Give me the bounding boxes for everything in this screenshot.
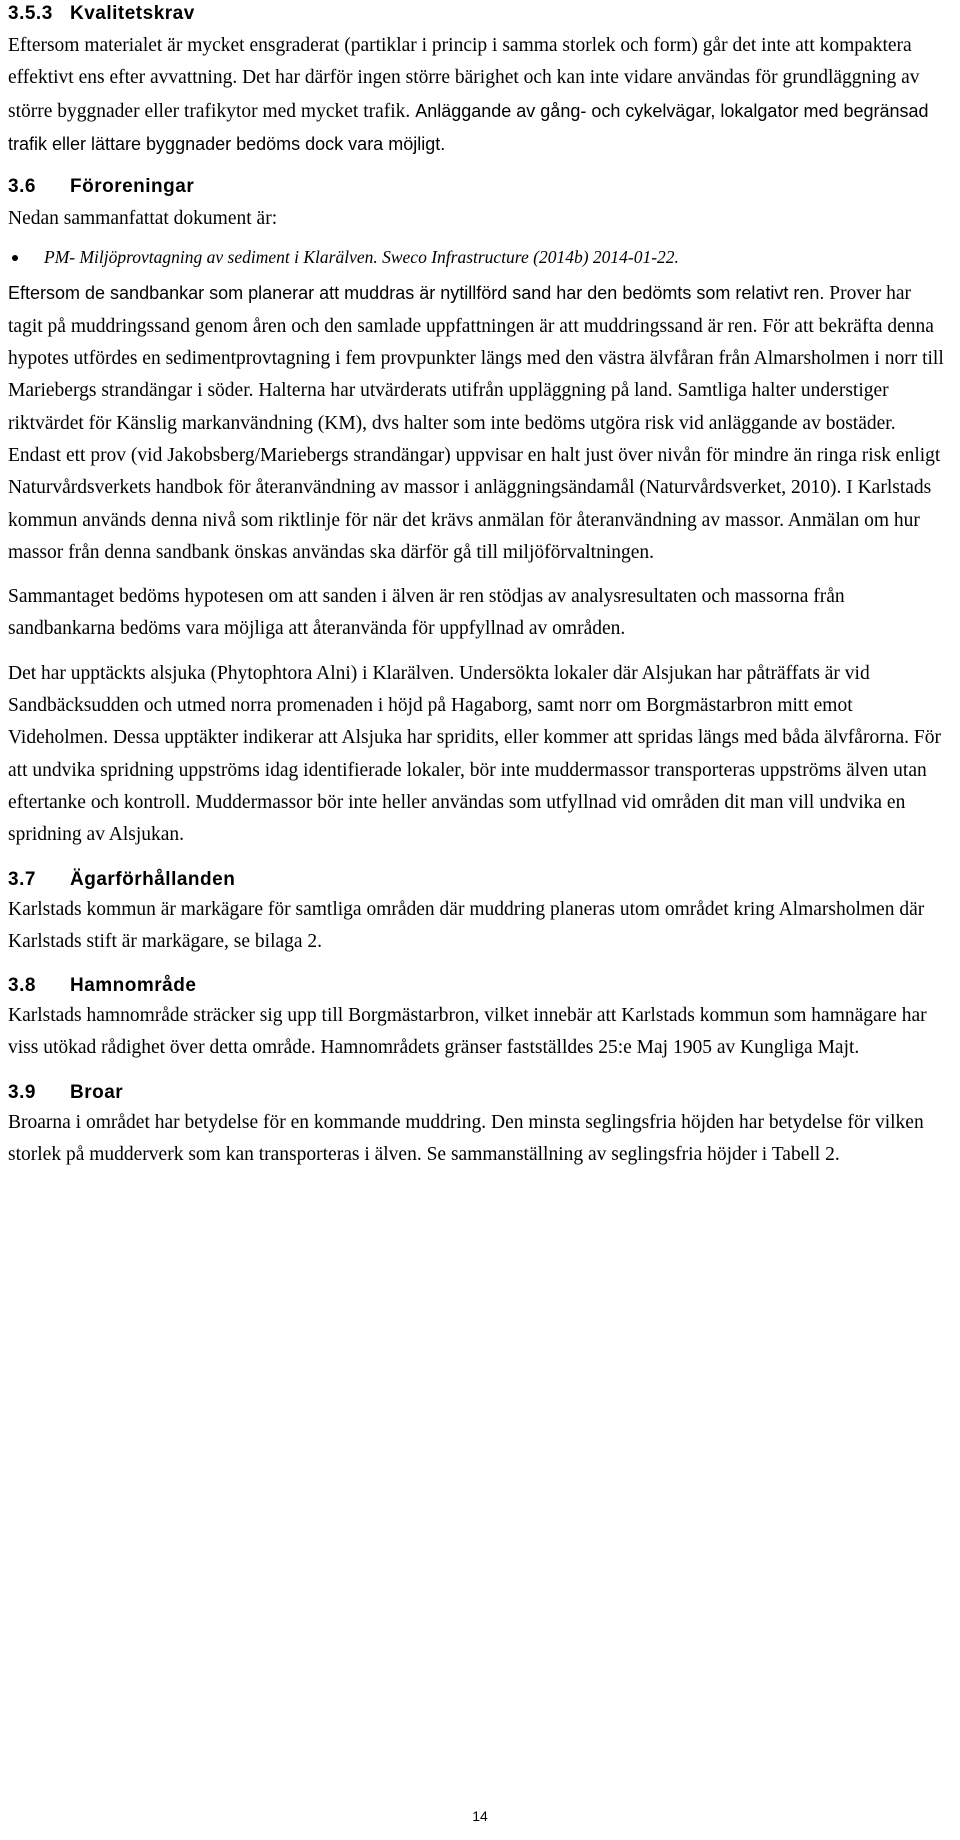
section-heading-3-5-3 (8, 2, 948, 26)
paragraph-serif-part: Prover har tagit på muddringssand genom åren och den samlade uppfattningen är att muddringssand är ren. För att bekräfta denna hypotes utfördes en sedimentprovtagning i fem provpunkter längs med den västra älvfåran från Almarsholmen i norr till Mariebergs strandängar i söder. Halterna har utvärderats utifrån uppläggning på land. Samtliga halter understiger riktvärdet för Känslig markanvändning (KM), dvs halter som inte bedöms utgöra risk vid anläggande av bostäder. Endast ett prov (vid Jakobsberg/Mariebergs strandängar) uppvisar en halt just över nivån för mindre än ringa risk enligt Naturvårdsverkets handbok för återanvändning av massor i anläggningsändamål (Naturvårdsverket, 2010). I Karlstads kommun används denna nivå som riktlinje för när det krävs anmälan för återanvändning av massor. Anmälan om hur massor från denna sandbank önskas användas ska därför gå till miljöförvaltningen. (8, 283, 944, 563)
section-heading-3-9 (8, 1081, 948, 1105)
paragraph-alsjuka: Det har upptäckts alsjuka (Phytophtora Alni) i Klarälven. Undersökta lokaler där Alsjukan har påträffats är vid Sandbäcksudden och utmed norra promenaden i höjd på Hagaborg, samt norr om Borgmästarbron mitt emot Videholmen. Dessa upptäkter indikerar att Alsjuka har spridits, eller kommer att spridas längs med båda älvfårorna. För att undvika spridning uppströms idag identifierade lokaler, bör inte muddermassor transporteras uppströms älven utan eftertanke och kontroll. Muddermassor bör inte heller användas som utfyllnad vid områden dit man vill undvika en spridning av Alsjukan. (8, 662, 941, 846)
section-number: 3.9 (8, 1081, 36, 1103)
section-heading-3-6 (8, 175, 948, 199)
paragraph-harbour: Karlstads hamnområde sträcker sig upp till Borgmästarbron, vilket innebär att Karlstads kommun som hamnägare har viss utökad rådighet över detta område. Hamnområdets gränser fastställdes 25:e Maj 1905 av Kungliga Majt. (8, 1005, 927, 1059)
section-title: Ägarförhållanden (70, 868, 236, 890)
paragraph-sediment (8, 277, 948, 569)
section-number: 3.6 (8, 176, 36, 198)
section-number: 3.5.3 (8, 3, 53, 24)
page-number: 14 (472, 1808, 488, 1824)
section-title: Hamnområde (70, 975, 197, 997)
section-heading-3-8 (8, 974, 948, 998)
paragraph-intro: Nedan sammanfattat dokument är: (8, 208, 278, 230)
bullet-item (8, 243, 948, 271)
paragraph-sans-part: Anläggande av gång- och cykelvägar, lokalgator med begränsad trafik eller lättare byggnader bedöms dock vara möjligt. (8, 100, 929, 154)
paragraph-summary: Sammantaget bedöms hypotesen om att sanden i älven är ren stödjas av analysresultaten och massorna från sandbankarna bedöms vara möjliga att återanvända för uppfyllnad av områden. (8, 586, 845, 640)
section-number: 3.7 (8, 868, 36, 890)
bullet-reference: PM- Miljöprovtagning av sediment i Klarälven. Sweco Infrastructure (2014b) 2014-01-22. (44, 247, 679, 268)
section-title: Kvalitetskrav (70, 3, 195, 24)
document-page (8, 0, 948, 1171)
paragraph-sans-part: Eftersom de sandbankar som planerar att muddras är nytillförd sand har den bedömts som relativt ren. (8, 283, 825, 304)
paragraph-serif-part: Eftersom materialet är mycket ensgraderat (partiklar i princip i samma storlek och form) går det inte att kompaktera effektivt ens efter avvattning. Det har därför ingen större bärighet och kan inte vidare användas för grundläggning av större byggnader eller trafikytor med mycket trafik. (8, 35, 920, 122)
section-title: Broar (70, 1081, 124, 1103)
paragraph-bridges: Broarna i området har betydelse för en kommande muddring. Den minsta seglingsfria höjden har betydelse för vilken storlek på mudderverk som kan transporteras i älven. Se sammanställning av seglingsfria höjder i Tabell 2. (8, 1111, 924, 1166)
paragraph-ownership: Karlstads kommun är markägare för samtliga områden där muddring planeras utom området kring Almarsholmen där Karlstads stift är markägare, se bilaga 2. (8, 898, 925, 952)
section-title: Föroreningar (70, 176, 195, 198)
section-heading-3-7 (8, 868, 948, 892)
section-number: 3.8 (8, 975, 36, 997)
paragraph-quality (8, 30, 948, 161)
bullet-icon (12, 255, 18, 261)
